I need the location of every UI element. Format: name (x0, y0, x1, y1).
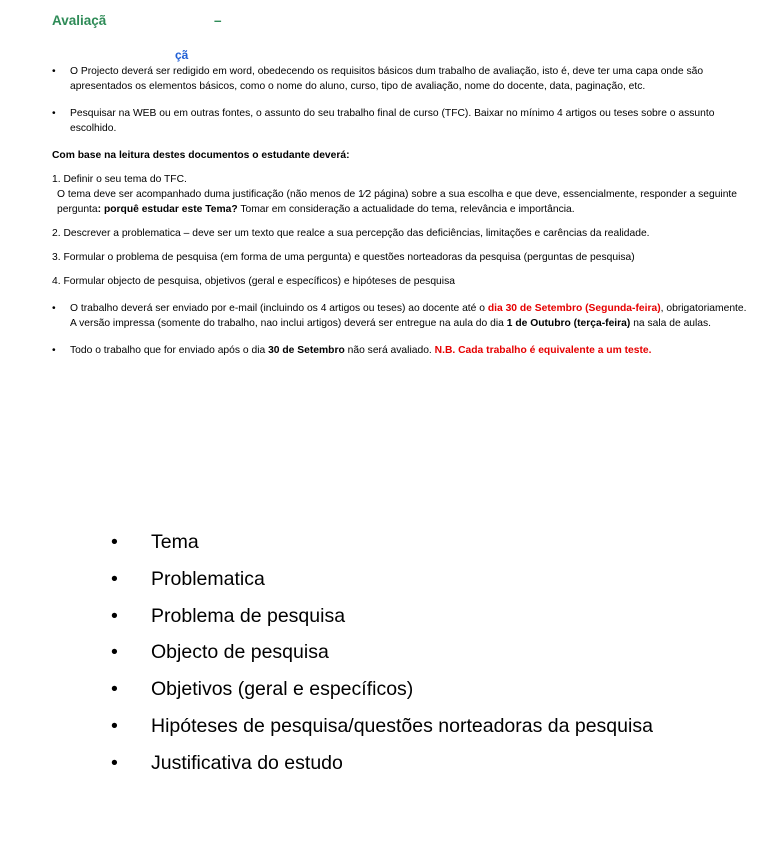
list-item: • Objecto de pesquisa (111, 634, 653, 671)
step-3: 3. Formular o problema de pesquisa (em forma de uma pergunta) e questões norteadoras da pesquisa (perguntas de pesquisa) (52, 252, 635, 263)
section-heading: Com base na leitura destes documentos o estudante deverá: (52, 150, 350, 161)
instruction-bullet-deadline: • O trabalho deverá ser enviado por e-mail (incluindo os 4 artigos ou teses) ao docente até o dia 30 de Setembro (Segunda-feira), obrigatoriamente. A versão impressa (somente do trabalho, nao inclui artigos) deverá ser entregue na aula do dia 1 de Outubro (terça-feira) na sala de aulas. (52, 301, 752, 331)
subtitle-fragment: çã (175, 48, 189, 62)
step-4: 4. Formular objecto de pesquisa, objetivos (geral e específicos) e hipóteses de pesquisa (52, 276, 455, 287)
step-1-title: 1. Definir o seu tema do TFC. (52, 174, 187, 185)
page-title: Avaliaçã (52, 13, 107, 28)
list-item: • Problema de pesquisa (111, 598, 653, 635)
instructions-body (52, 64, 752, 358)
instruction-bullet-research: • Pesquisar na WEB ou em outras fontes, o assunto do seu trabalho final de curso (TFC). Baixar no mínimo 4 artigos ou teses sobre o assunto escolhido. (52, 106, 752, 136)
list-item: • Problematica (111, 561, 653, 598)
instruction-bullet-format: • O Projecto deverá ser redigido em word, obedecendo os requisitos básicos dum trabalho de avaliação, isto é, deve ter uma capa onde são apresentados os elementos básicos, como o nome do aluno, curso, tipo de avaliação, nome do docente, data, paginação, etc. (52, 64, 752, 94)
step-1 (52, 172, 752, 217)
title-dash: – (214, 13, 222, 28)
list-item: • Justificativa do estudo (111, 745, 653, 782)
list-item: • Tema (111, 524, 653, 561)
step-2: 2. Descrever a problematica – deve ser um texto que realce a sua percepção das deficiências, limitações e carências da realidade. (52, 228, 650, 239)
instruction-bullet-late: • Todo o trabalho que for enviado após o dia 30 de Setembro não será avaliado. N.B. Cada trabalho é equivalente a um teste. (52, 343, 752, 358)
topics-list (111, 524, 653, 782)
list-item: • Hipóteses de pesquisa/questões norteadoras da pesquisa (111, 708, 653, 745)
step-1-detail: O tema deve ser acompanhado duma justificação (não menos de 1⁄2 página) sobre a sua escolha e que deve, essencialmente, responder a seguinte pergunta: porquê estudar este Tema? Tomar em consideração a actualidade do tema, relevância e importância. (57, 189, 738, 215)
list-item: • Objetivos (geral e específicos) (111, 671, 653, 708)
